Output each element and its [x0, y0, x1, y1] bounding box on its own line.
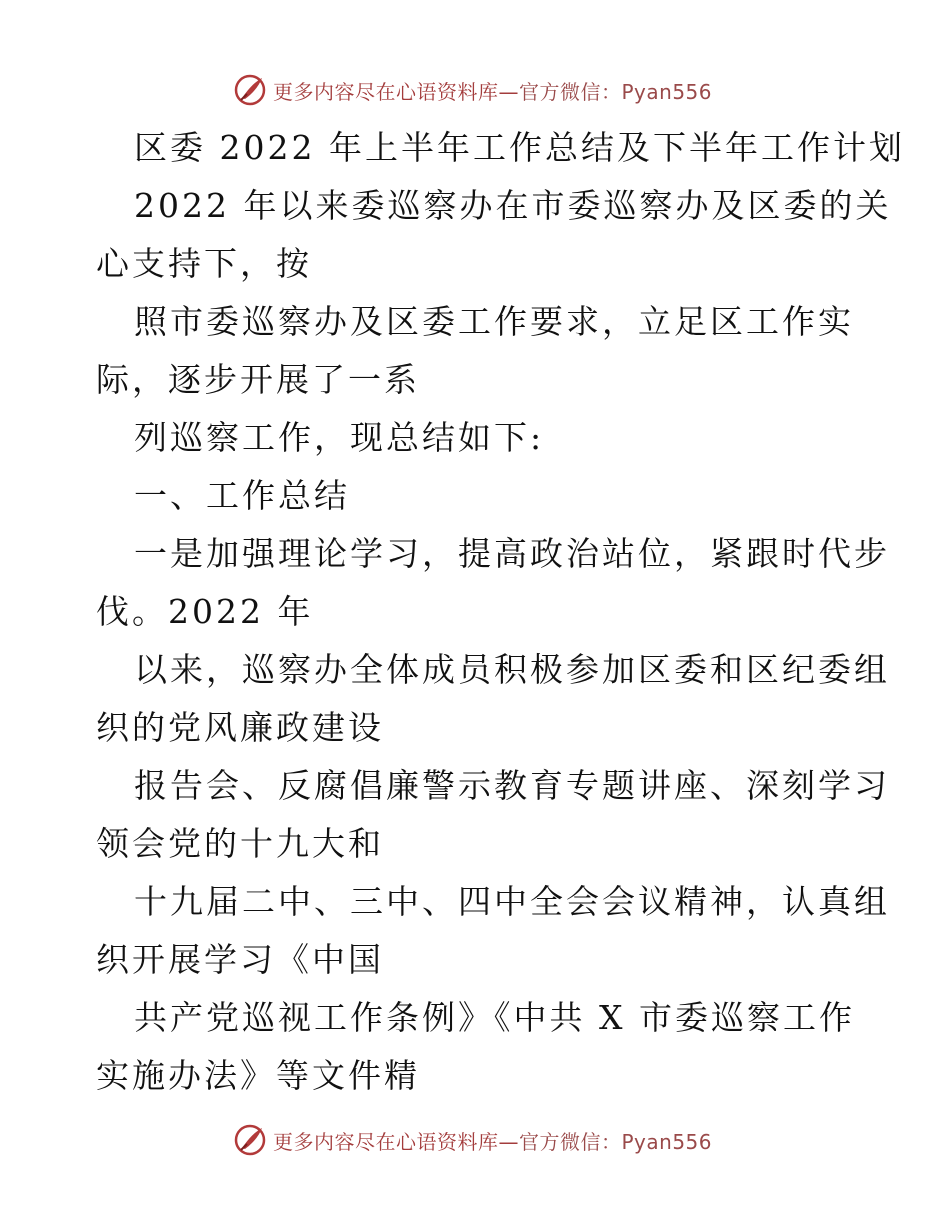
paragraph-line: 列巡察工作，现总结如下:: [134, 418, 545, 457]
quill-pen-logo-icon: [233, 73, 267, 107]
banner-library-text: 更多内容尽在心语资料库—: [273, 1129, 519, 1154]
quill-pen-logo-icon: [233, 1123, 267, 1157]
paragraph-line: 织开展学习《中国: [96, 940, 384, 979]
footer-banner: [233, 1120, 753, 1160]
document-title: 区委 2022 年上半年工作总结及下半年工作计划: [134, 128, 905, 167]
banner-library-text: 更多内容尽在心语资料库—: [273, 79, 519, 104]
header-banner: [233, 70, 753, 110]
paragraph-line: 共产党巡视工作条例》《中共 X 市委巡察工作: [134, 998, 855, 1037]
paragraph-line: 十九届二中、三中、四中全会会议精神，认真组: [134, 882, 890, 921]
paragraph-line: 领会党的十九大和: [96, 824, 384, 863]
paragraph-line: 一是加强理论学习，提高政治站位，紧跟时代步: [134, 534, 890, 573]
paragraph-line: 织的党风廉政建设: [96, 708, 384, 747]
banner-contact-text: 官方微信：Pyan556: [519, 1129, 713, 1154]
paragraph-line: 心支持下，按: [96, 244, 312, 283]
paragraph-line: 实施办法》等文件精: [96, 1056, 420, 1095]
paragraph-line: 2022 年以来委巡察办在市委巡察办及区委的关: [134, 186, 892, 225]
section-heading: 一、工作总结: [134, 476, 350, 515]
paragraph-line: 报告会、反腐倡廉警示教育专题讲座、深刻学习: [134, 766, 890, 805]
paragraph-line: 伐。2022 年: [96, 592, 314, 631]
paragraph-line: 际，逐步开展了一系: [96, 360, 420, 399]
paragraph-line: 以来，巡察办全体成员积极参加区委和区纪委组: [134, 650, 890, 689]
banner-contact-text: 官方微信：Pyan556: [519, 79, 713, 104]
paragraph-line: 照市委巡察办及区委工作要求，立足区工作实: [134, 302, 854, 341]
